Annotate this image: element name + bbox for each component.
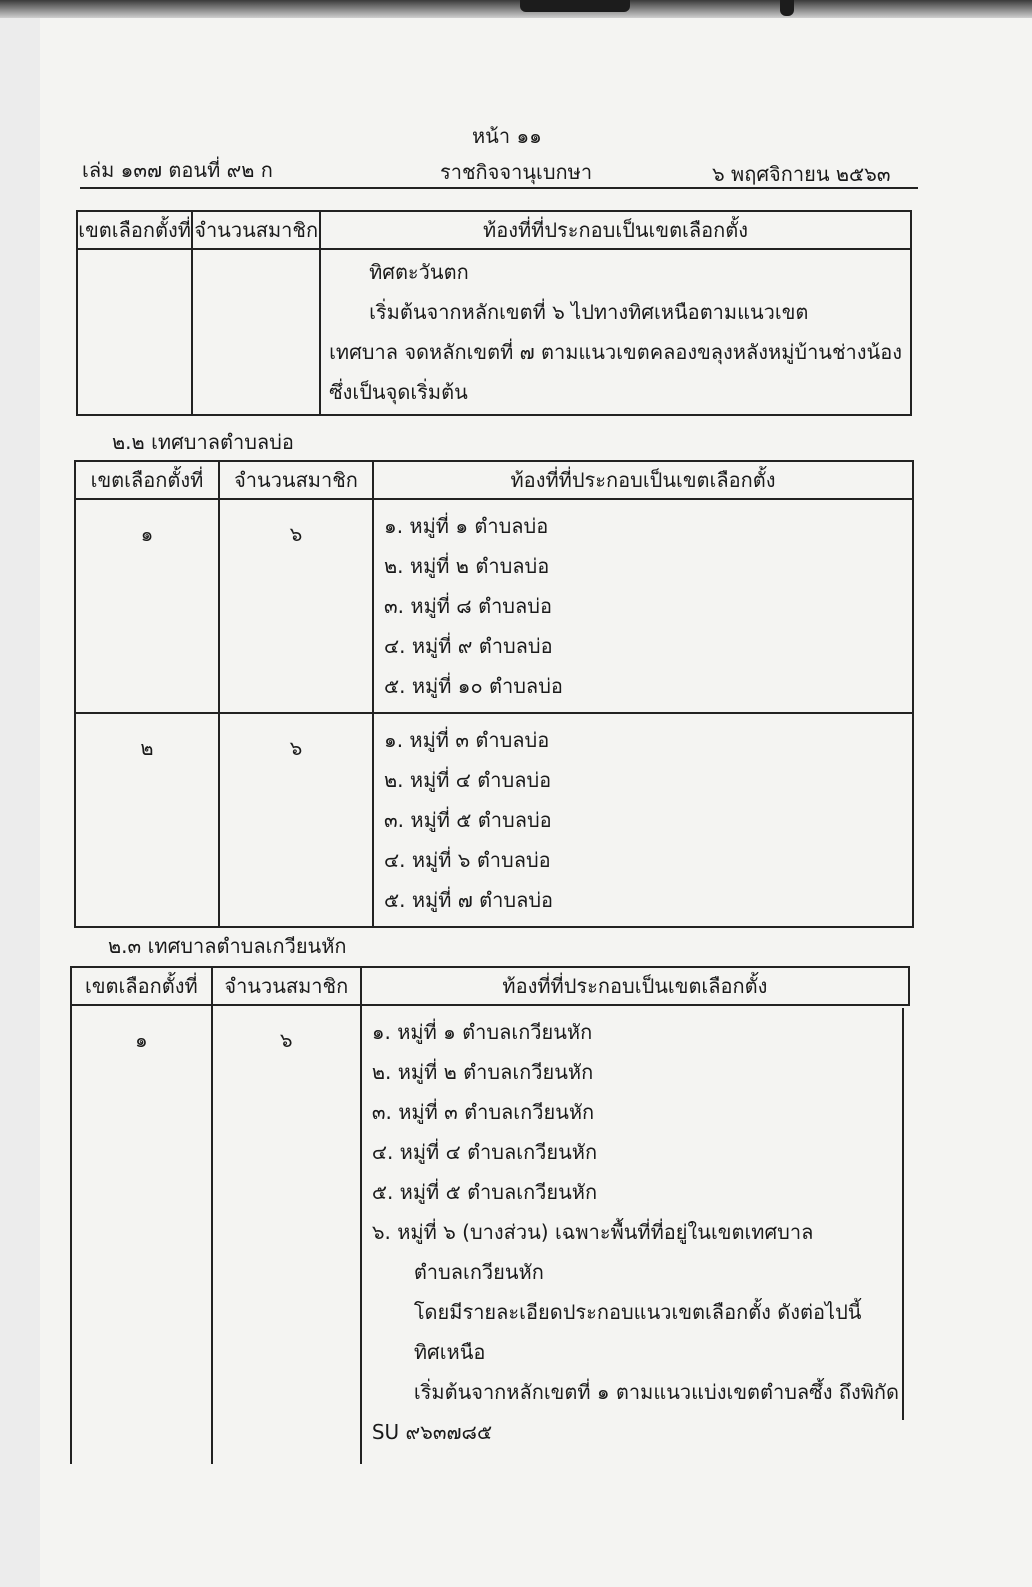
- cell-members: [192, 249, 320, 415]
- cell-members: ๖: [212, 1005, 361, 1464]
- publication-date: ๖ พฤศจิกายน ๒๕๖๓: [712, 162, 891, 186]
- area-line: เริ่มต้นจากหลักเขตที่ ๑ ตามแนวแบ่งเขตตำบลซึ้ง ถึงพิกัด: [413, 1380, 899, 1404]
- cell-area: [373, 499, 913, 713]
- col-district: เขตเลือกตั้งที่: [75, 461, 219, 499]
- list-item: ๔. หมู่ที่ ๖ ตำบลบ่อ: [384, 848, 551, 872]
- list-item: ๕. หมู่ที่ ๕ ตำบลเกวียนหัก: [371, 1180, 598, 1204]
- list-item: ๕. หมู่ที่ ๗ ตำบลบ่อ: [384, 888, 554, 912]
- section-title: ๒.๓ เทศบาลตำบลเกวียนหัก: [108, 934, 347, 958]
- area-line: SU ๙๖๓๗๘๕: [371, 1420, 493, 1444]
- col-members: จำนวนสมาชิก: [219, 461, 373, 499]
- list-item: ๒. หมู่ที่ ๒ ตำบลบ่อ: [384, 554, 550, 578]
- cell-members: ๖: [219, 499, 373, 713]
- table-section-22: [74, 460, 914, 928]
- scan-shadow: [520, 0, 630, 12]
- volume-info: เล่ม ๑๓๗ ตอนที่ ๙๒ ก: [82, 158, 273, 182]
- header-rule: [80, 187, 918, 189]
- list-item: ๑. หมู่ที่ ๓ ตำบลบ่อ: [384, 728, 550, 752]
- area-line: ตำบลเกวียนหัก: [413, 1260, 544, 1284]
- cell-area: [320, 249, 911, 415]
- list-item: ๔. หมู่ที่ ๙ ตำบลบ่อ: [384, 634, 553, 658]
- section-title: ๒.๒ เทศบาลตำบลบ่อ: [112, 430, 294, 454]
- area-line: ทิศตะวันตก: [369, 260, 469, 284]
- col-members: จำนวนสมาชิก: [192, 211, 320, 249]
- cell-area: [361, 1005, 909, 1464]
- scan-top-edge: [0, 0, 1032, 18]
- scan-shadow: [780, 0, 794, 16]
- col-area: ท้องที่ที่ประกอบเป็นเขตเลือกตั้ง: [373, 461, 913, 499]
- list-item: ๓. หมู่ที่ ๕ ตำบลบ่อ: [384, 808, 552, 832]
- list-item: ๑. หมู่ที่ ๑ ตำบลเกวียนหัก: [371, 1020, 593, 1044]
- list-item: ๔. หมู่ที่ ๔ ตำบลเกวียนหัก: [371, 1140, 598, 1164]
- area-line: โดยมีรายละเอียดประกอบแนวเขตเลือกตั้ง ดังต่อไปนี้: [413, 1300, 862, 1324]
- page-number: หน้า ๑๑: [472, 124, 542, 148]
- list-item: ๖. หมู่ที่ ๖ (บางส่วน) เฉพาะพื้นที่ที่อยู่ในเขตเทศบาล: [371, 1220, 814, 1244]
- gazette-name: ราชกิจจานุเบกษา: [440, 160, 593, 184]
- list-item: ๓. หมู่ที่ ๓ ตำบลเกวียนหัก: [371, 1100, 595, 1124]
- area-line: ทิศเหนือ: [413, 1340, 486, 1364]
- col-district: เขตเลือกตั้งที่: [77, 211, 192, 249]
- list-item: ๒. หมู่ที่ ๔ ตำบลบ่อ: [384, 768, 552, 792]
- area-line: เทศบาล จดหลักเขตที่ ๗ ตามแนวเขตคลองขลุงหลังหมู่บ้านช่างน้อง: [329, 340, 902, 364]
- list-item: ๑. หมู่ที่ ๑ ตำบลบ่อ: [384, 514, 549, 538]
- cell-district: [77, 249, 192, 415]
- table-continuation: [76, 210, 912, 416]
- table-right-border: [902, 1008, 904, 1420]
- area-line: เริ่มต้นจากหลักเขตที่ ๖ ไปทางทิศเหนือตามแนวเขต: [369, 300, 809, 324]
- table-row: [75, 713, 913, 927]
- cell-district: ๑: [75, 499, 219, 713]
- cell-area: [373, 713, 913, 927]
- col-area: ท้องที่ที่ประกอบเป็นเขตเลือกตั้ง: [320, 211, 911, 249]
- area-line: ซึ่งเป็นจุดเริ่มต้น: [329, 380, 468, 404]
- cell-members: ๖: [219, 713, 373, 927]
- table-row: [71, 1005, 909, 1464]
- table-section-23: [70, 966, 910, 1464]
- table-row: [75, 499, 913, 713]
- col-members: จำนวนสมาชิก: [212, 967, 361, 1005]
- col-district: เขตเลือกตั้งที่: [71, 967, 212, 1005]
- list-item: ๒. หมู่ที่ ๒ ตำบลเกวียนหัก: [371, 1060, 594, 1084]
- list-item: ๓. หมู่ที่ ๘ ตำบลบ่อ: [384, 594, 552, 618]
- col-area: ท้องที่ที่ประกอบเป็นเขตเลือกตั้ง: [361, 967, 909, 1005]
- cell-district: ๒: [75, 713, 219, 927]
- list-item: ๕. หมู่ที่ ๑๐ ตำบลบ่อ: [384, 674, 563, 698]
- cell-district: ๑: [71, 1005, 212, 1464]
